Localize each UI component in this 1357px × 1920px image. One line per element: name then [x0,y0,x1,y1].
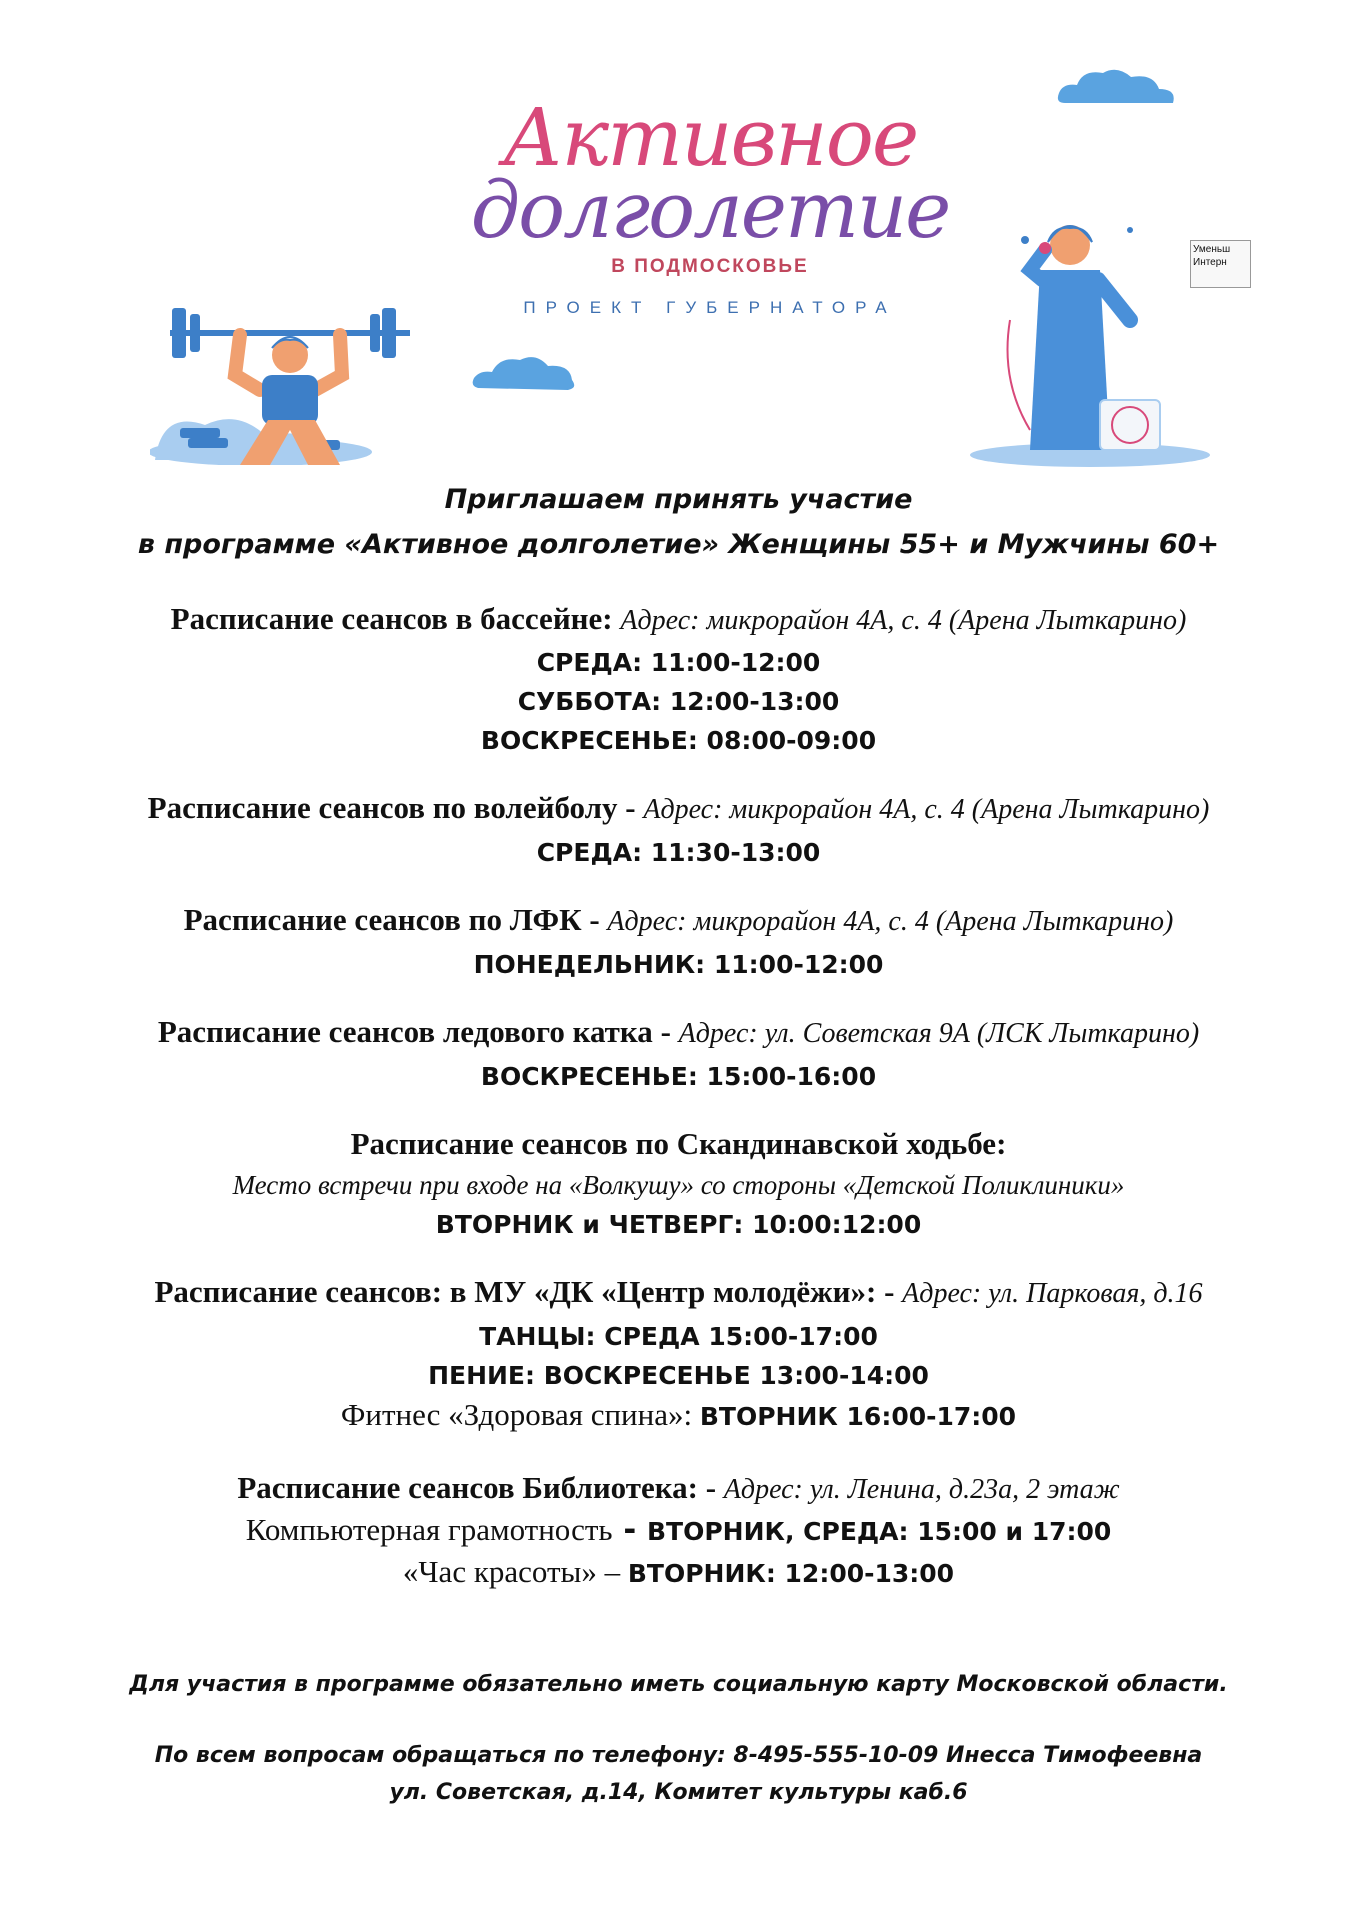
sign-board [1190,240,1251,288]
volleyball-slot: СРЕДА: 11:30-13:00 [536,838,821,867]
pool-slot: ВОСКРЕСЕНЬЕ: 08:00-09:00 [480,726,877,755]
lfk-title: Расписание сеансов по ЛФК [183,902,582,937]
youth-singing-slot: ПЕНИЕ: ВОСКРЕСЕНЬЕ 13:00-14:00 [428,1361,929,1390]
pool-heading [30,601,1327,637]
youth-title: Расписание сеансов: в МУ «ДК «Центр молодёжи»: [154,1274,877,1309]
library-separator: - [697,1470,724,1505]
logo-title-line1: Активное [502,91,918,184]
lfk-heading [30,902,1327,938]
ice-address: Адрес: ул. Советская 9А (ЛСК Лыткарино) [678,1018,1200,1049]
walking-slot: ВТОРНИК и ЧЕТВЕРГ: 10:00:12:00 [435,1210,922,1239]
beauty-label: «Час красоты» [402,1554,597,1589]
youth-heading [30,1274,1327,1310]
fitness-label: Фитнес «Здоровая спина»: [340,1397,693,1432]
logo-subtitle: В ПОДМОСКОВЬЕ [611,256,809,277]
lfk-separator: - [581,902,608,937]
walking-meeting-point: Место встречи при входе на «Волкушу» со стороны «Детской Поликлиники» [232,1170,1125,1200]
youth-dance-slot: ТАНЦЫ: СРЕДА 15:00-17:00 [479,1322,878,1351]
youth-fitness [30,1397,1327,1433]
invitation-line2: в программе «Активное долголетие» Женщины 55+ и Мужчины 60+ [137,529,1220,560]
ice-title: Расписание сеансов ледового катка [157,1014,653,1049]
pool-address: Адрес: микрорайон 4А, с. 4 (Арена Лыткарино) [620,605,1187,636]
computer-slot: ВТОРНИК, СРЕДА: 15:00 и 17:00 [646,1517,1112,1546]
volleyball-separator: - [617,790,644,825]
invitation-line1: Приглашаем принять участие [444,484,913,515]
beauty-separator: – [596,1554,628,1589]
library-title: Расписание сеансов Библиотека: [237,1470,698,1505]
beauty-slot: ВТОРНИК: 12:00-13:00 [627,1559,955,1588]
ice-separator: - [652,1014,679,1049]
logo-project-label: ПРОЕКТ ГУБЕРНАТОРА [523,298,897,317]
library-address: Адрес: ул. Ленина, д.23а, 2 этаж [723,1474,1120,1505]
library-heading [30,1470,1327,1506]
cloud-icon [470,350,580,392]
weightlifter-illustration [150,290,450,465]
ice-heading [30,1014,1327,1050]
cloud-icon [1055,65,1180,110]
volleyball-heading [30,790,1327,826]
pool-slot: СРЕДА: 11:00-12:00 [536,648,821,677]
youth-address: Адрес: ул. Парковая, д.16 [902,1278,1203,1309]
computer-label: Компьютерная грамотность [245,1512,613,1547]
walking-title: Расписание сеансов по Скандинавской ходьбе: [350,1126,1007,1161]
volleyball-title: Расписание сеансов по волейболу [147,790,618,825]
logo-title-line2: долголетие [470,166,950,256]
pool-title: Расписание сеансов в бассейне: [170,601,613,636]
library-beauty [30,1554,1327,1590]
ice-slot: ВОСКРЕСЕНЬЕ: 15:00-16:00 [480,1062,877,1091]
fitness-slot: ВТОРНИК 16:00-17:00 [699,1402,1017,1431]
library-computer [30,1512,1327,1548]
youth-separator: - [876,1274,903,1309]
computer-separator: - [612,1512,647,1548]
sign-text: Уменьш Интерн [1193,244,1231,268]
volleyball-address: Адрес: микрорайон 4А, с. 4 (Арена Лыткарино) [643,794,1210,825]
lfk-address: Адрес: микрорайон 4А, с. 4 (Арена Лыткарино) [607,906,1174,937]
contact-address: ул. Советская, д.14, Комитет культуры каб.6 [389,1780,968,1805]
header-illustration [150,60,1240,460]
pool-slot: СУББОТА: 12:00-13:00 [517,687,840,716]
social-card-note: Для участия в программе обязательно иметь социальную карту Московской области. [129,1672,1228,1697]
lfk-slot: ПОНЕДЕЛЬНИК: 11:00-12:00 [473,950,884,979]
program-logo [440,91,980,350]
contact-phone: По всем вопросам обращаться по телефону: 8-495-555-10-09 Инесса Тимофеевна [154,1743,1203,1768]
